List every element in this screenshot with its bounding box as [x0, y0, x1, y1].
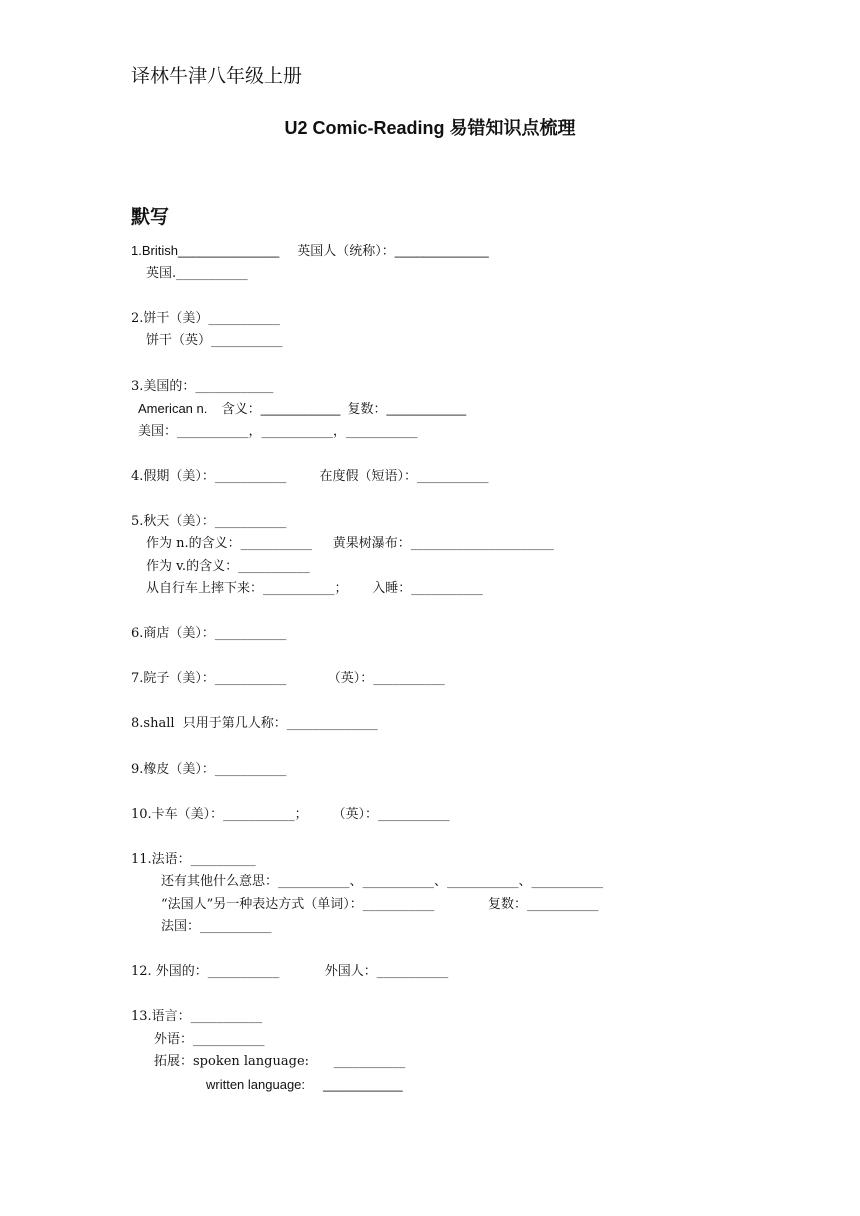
- item-11-line-2: 还有其他什么意思：___________、___________、___________、___________: [161, 874, 604, 889]
- item-12-line-1: 12. 外国的：___________ 外国人：___________: [131, 964, 449, 979]
- item-11-line-1: 11.法语：__________: [131, 852, 256, 867]
- section-heading-dictation: 默写: [131, 206, 170, 228]
- item-5-line-1: 5.秋天（美）：___________: [131, 514, 287, 529]
- item-3-line-1: 3.美国的：____________: [131, 379, 274, 394]
- item-13-line-2: 外语：___________: [154, 1032, 265, 1047]
- item-5-line-3: 作为 v.的含义：___________: [146, 559, 310, 574]
- book-header: 译林牛津八年级上册: [131, 65, 303, 87]
- item-1-line-2: 英国.___________: [146, 266, 248, 281]
- item-4-line-1: 4.假期（美）：___________ 在度假（短语）：___________: [131, 469, 489, 484]
- page-title: U2 Comic-Reading 易错知识点梳理: [284, 118, 576, 138]
- item-9-line-1: 9.橡皮（美）：___________: [131, 762, 287, 777]
- item-1-line-1: 1.British______________ 英国人（统称）：_____________: [131, 243, 489, 258]
- item-2-line-1: 2.饼干（美）___________: [131, 311, 280, 326]
- item-3-line-3: 美国：___________，___________，___________: [138, 424, 418, 439]
- item-5-line-4: 从自行车上摔下来：___________； 入睡：___________: [146, 581, 483, 596]
- item-10-line-1: 10.卡车（美）：___________； （英）：___________: [131, 807, 450, 822]
- item-11-line-4: 法国：___________: [161, 919, 272, 934]
- item-8-line-1: 8.shall 只用于第几人称：______________: [131, 716, 378, 731]
- item-7-line-1: 7.院子（美）：___________ （英）：___________: [131, 671, 445, 686]
- item-5-line-2: 作为 n.的含义：___________ 黄果树瀑布：______________________: [146, 536, 554, 551]
- item-13-line-1: 13.语言：___________: [131, 1009, 263, 1024]
- item-6-line-1: 6.商店（美）：___________: [131, 626, 287, 641]
- item-2-line-2: 饼干（英）___________: [146, 333, 283, 348]
- item-11-line-3: “法国人”另一种表达方式（单词）：___________ 复数：___________: [161, 897, 599, 912]
- item-3-line-2: American n. 含义：___________ 复数：___________: [138, 401, 467, 416]
- item-13-line-3: 拓展：spoken language: ___________: [154, 1054, 406, 1069]
- item-13-line-4: written language: ___________: [206, 1077, 403, 1092]
